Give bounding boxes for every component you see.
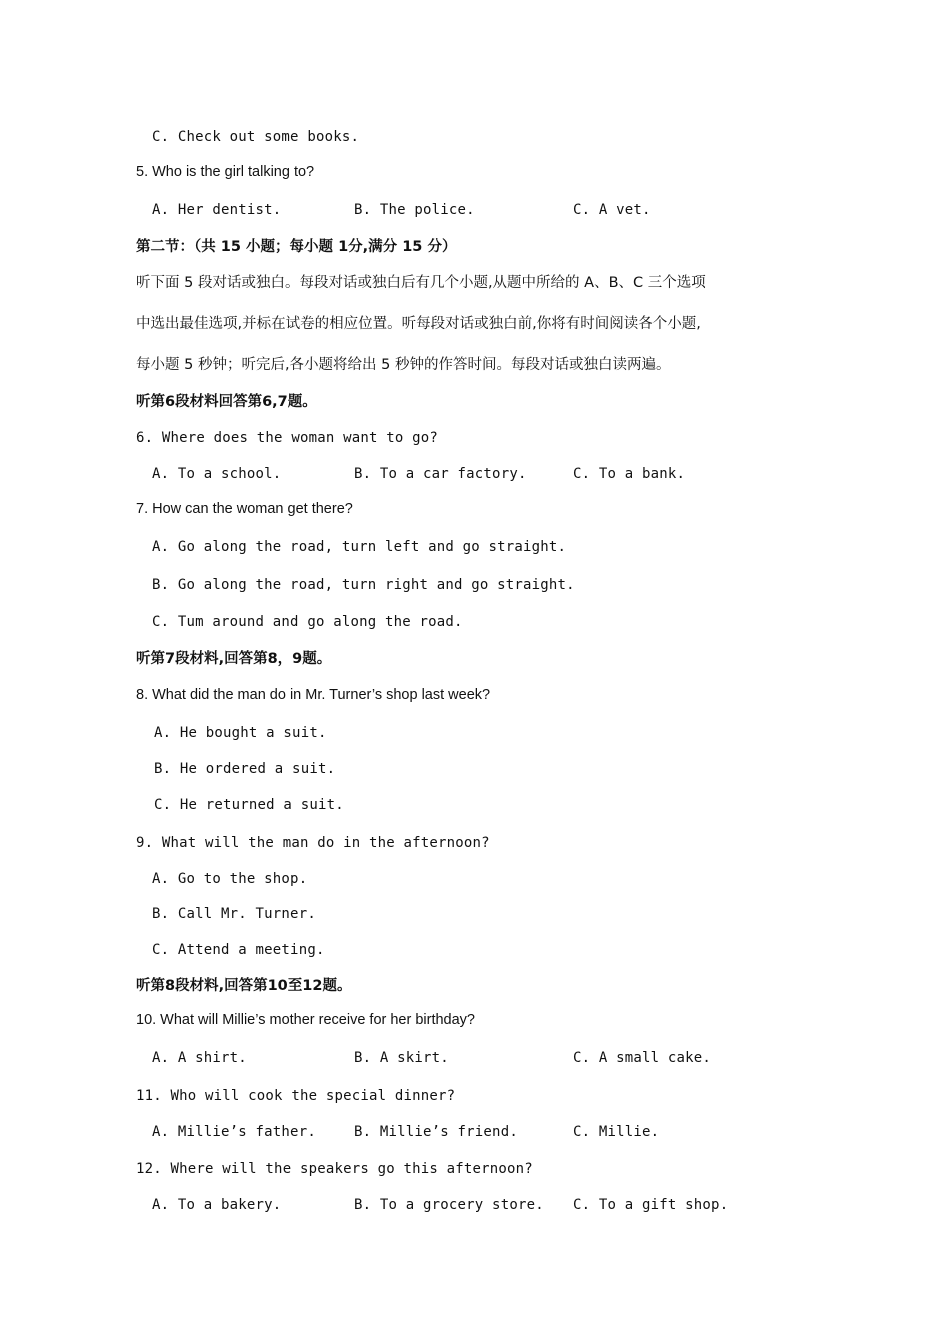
q10-stem: 10. What will Millie’s mother receive for her birthday? <box>136 1012 476 1028</box>
q8-stem: 8. What did the man do in Mr. Turner’s shop last week? <box>136 687 491 703</box>
q5-option-c: C. A vet. <box>573 202 651 218</box>
q10-option-c: C. A small cake. <box>573 1050 712 1066</box>
q7-stem: 7. How can the woman get there? <box>136 501 353 517</box>
q6-stem: 6. Where does the woman want to go? <box>136 430 439 446</box>
q5-option-a: A. Her dentist. <box>152 202 282 218</box>
section2-instruction-2: 中选出最佳选项,并标在试卷的相应位置。听每段对话或独白前,你将有时间阅读各个小题, <box>136 316 701 332</box>
segment8-heading: 听第8段材料,回答第10至12题。 <box>136 978 352 994</box>
q7-option-b: B. Go along the road, turn right and go straight. <box>152 577 575 593</box>
q11-stem: 11. Who will cook the special dinner? <box>136 1088 456 1104</box>
section2-instruction-3: 每小题 5 秒钟；听完后,各小题将给出 5 秒钟的作答时间。每段对话或独白读两遍。 <box>136 357 671 373</box>
q12-option-c: C. To a gift shop. <box>573 1197 729 1213</box>
q7-option-c: C. Tum around and go along the road. <box>152 614 463 630</box>
q9-option-c: C. Attend a meeting. <box>152 942 325 958</box>
q11-option-b: B. Millie’s friend. <box>354 1124 518 1140</box>
q6-option-a: A. To a school. <box>152 466 282 482</box>
section2-instruction-1: 听下面 5 段对话或独白。每段对话或独白后有几个小题,从题中所给的 A、B、C 三个选项 <box>136 275 706 291</box>
q11-option-c: C. Millie. <box>573 1124 660 1140</box>
q12-stem: 12. Where will the speakers go this afternoon? <box>136 1161 533 1177</box>
q6-option-c: C. To a bank. <box>573 466 686 482</box>
q9-stem: 9. What will the man do in the afternoon? <box>136 835 490 851</box>
q7-option-a: A. Go along the road, turn left and go straight. <box>152 539 567 555</box>
q12-option-a: A. To a bakery. <box>152 1197 282 1213</box>
q6-option-b: B. To a car factory. <box>354 466 527 482</box>
q4-option-c: C. Check out some books. <box>152 129 360 145</box>
segment7-heading: 听第7段材料,回答第8，9题。 <box>136 651 332 667</box>
q10-option-a: A. A shirt. <box>152 1050 247 1066</box>
q9-option-b: B. Call Mr. Turner. <box>152 906 316 922</box>
q11-option-a: A. Millie’s father. <box>152 1124 316 1140</box>
q5-option-b: B. The police. <box>354 202 475 218</box>
q8-option-a: A. He bought a suit. <box>154 725 327 741</box>
q8-option-c: C. He returned a suit. <box>154 797 344 813</box>
segment6-heading: 听第6段材料回答第6,7题。 <box>136 394 317 410</box>
q9-option-a: A. Go to the shop. <box>152 871 308 887</box>
section2-heading: 第二节：（共 15 小题；每小题 1分,满分 15 分） <box>136 239 457 255</box>
q5-stem: 5. Who is the girl talking to? <box>136 164 315 180</box>
q10-option-b: B. A skirt. <box>354 1050 449 1066</box>
q8-option-b: B. He ordered a suit. <box>154 761 336 777</box>
q12-option-b: B. To a grocery store. <box>354 1197 544 1213</box>
